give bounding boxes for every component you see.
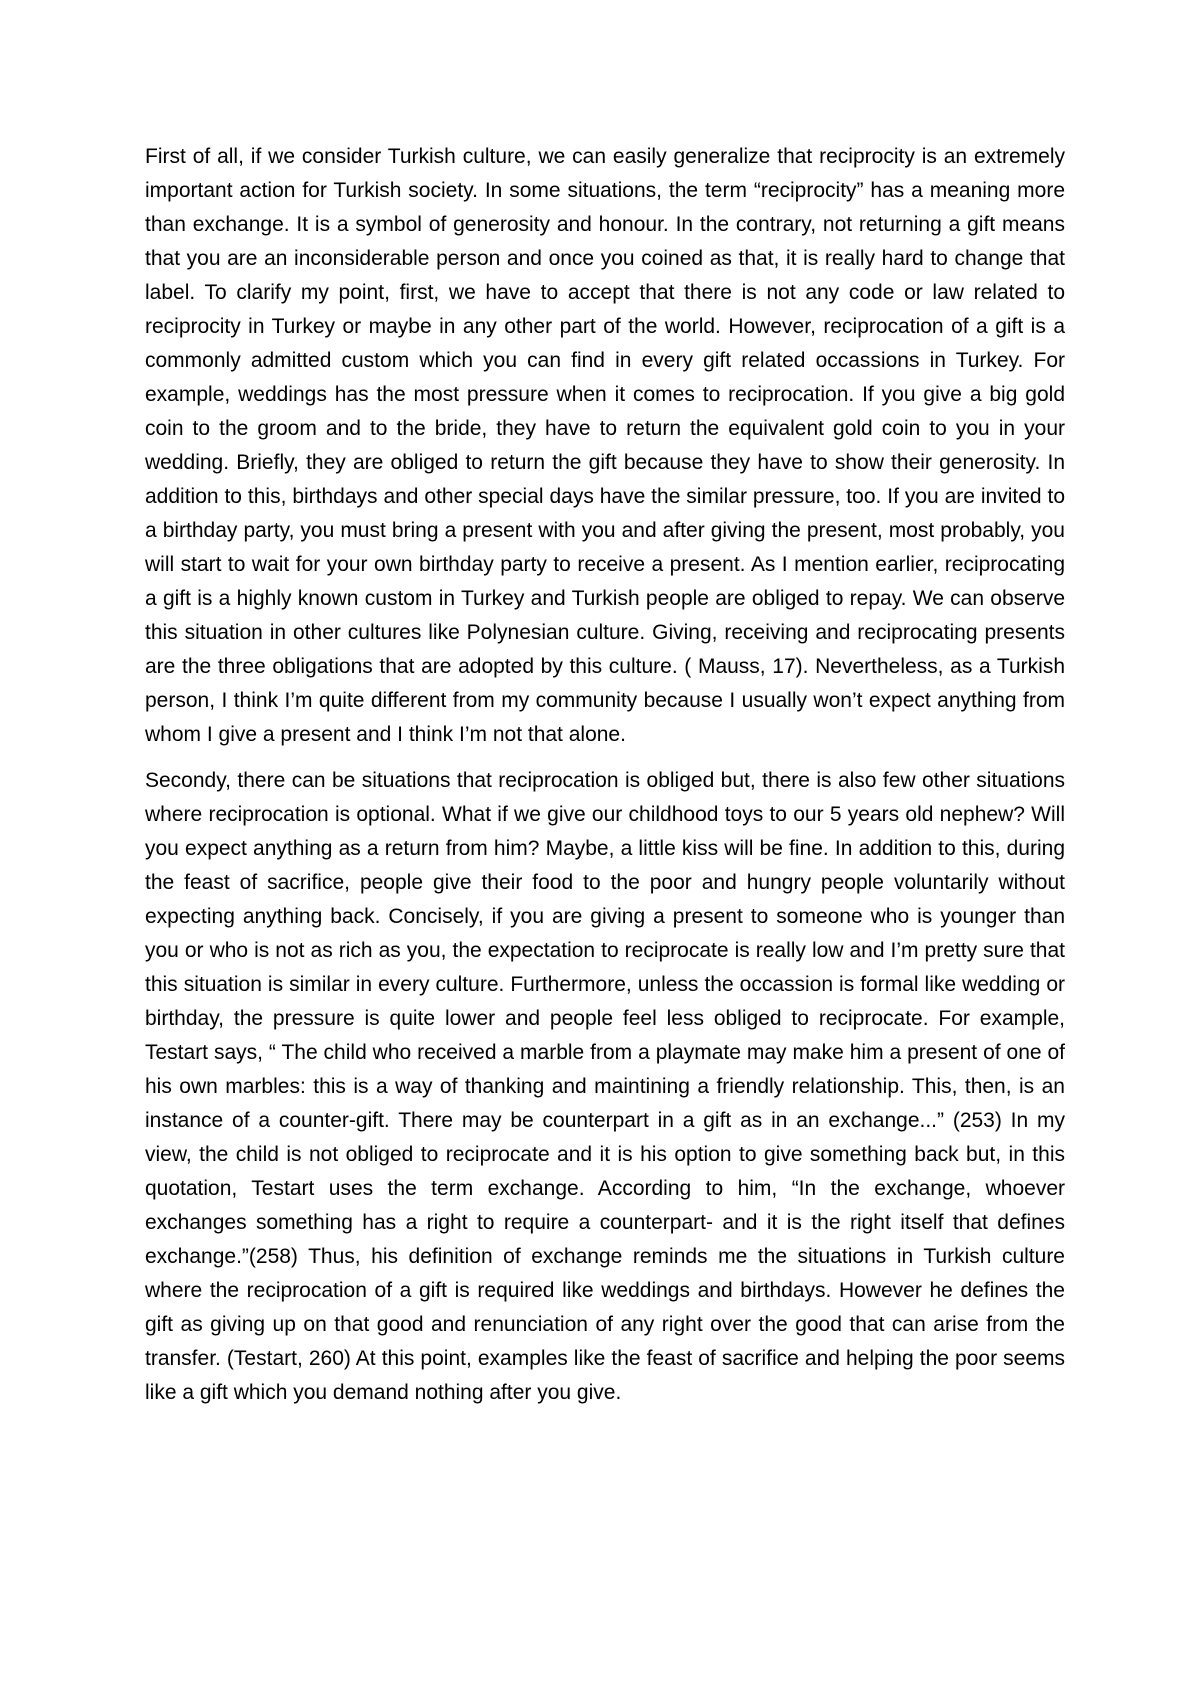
document-body xyxy=(145,140,1065,1410)
paragraph-2: Secondy, there can be situations that reciprocation is obliged but, there is also few other situations where reciprocation is optional. What if we give our childhood toys to our 5 years old nephew? Will you expect anything as a return from him? Maybe, a little kiss will be fine. In addition to this, during the feast of sacrifice, people give their food to the poor and hungry people voluntarily without expecting anything back. Concisely, if you are giving a present to someone who is younger than you or who is not as rich as you, the expectation to reciprocate is really low and I’m pretty sure that this situation is similar in every culture. Furthermore, unless the occassion is formal like wedding or birthday, the pressure is quite lower and people feel less obliged to reciprocate. For example, Testart says, “ The child who received a marble from a playmate may make him a present of one of his own marbles: this is a way of thanking and maintining a friendly relationship. This, then, is an instance of a counter-gift. There may be counterpart in a gift as in an exchange...” (253) In my view, the child is not obliged to reciprocate and it is his option to give something back but, in this quotation, Testart uses the term exchange. According to him, “In the exchange, whoever exchanges something has a right to require a counterpart- and it is the right itself that defines exchange.”(258) Thus, his definition of exchange reminds me the situations in Turkish culture where the reciprocation of a gift is required like weddings and birthdays. However he defines the gift as giving up on that good and renunciation of any right over the good that can arise from the transfer. (Testart, 260) At this point, examples like the feast of sacrifice and helping the poor seems like a gift which you demand nothing after you give. xyxy=(145,769,1065,1404)
paragraph-1: First of all, if we consider Turkish culture, we can easily generalize that reciprocity is an extremely important action for Turkish society. In some situations, the term “reciprocity” has a meaning more than exchange. It is a symbol of generosity and honour. In the contrary, not returning a gift means that you are an inconsiderable person and once you coined as that, it is really hard to change that label. To clarify my point, first, we have to accept that there is not any code or law related to reciprocity in Turkey or maybe in any other part of the world. However, reciprocation of a gift is a commonly admitted custom which you can find in every gift related occassions in Turkey. For example, weddings has the most pressure when it comes to reciprocation. If you give a big gold coin to the groom and to the bride, they have to return the equivalent gold coin to you in your wedding. Briefly, they are obliged to return the gift because they have to show their generosity. In addition to this, birthdays and other special days have the similar pressure, too. If you are invited to a birthday party, you must bring a present with you and after giving the present, most probably, you will start to wait for your own birthday party to receive a present. As I mention earlier, reciprocating a gift is a highly known custom in Turkey and Turkish people are obliged to repay. We can observe this situation in other cultures like Polynesian culture. Giving, receiving and reciprocating presents are the three obligations that are adopted by this culture. ( Mauss, 17). Nevertheless, as a Turkish person, I think I’m quite different from my community because I usually won’t expect anything from whom I give a present and I think I’m not that alone. xyxy=(145,145,1065,746)
